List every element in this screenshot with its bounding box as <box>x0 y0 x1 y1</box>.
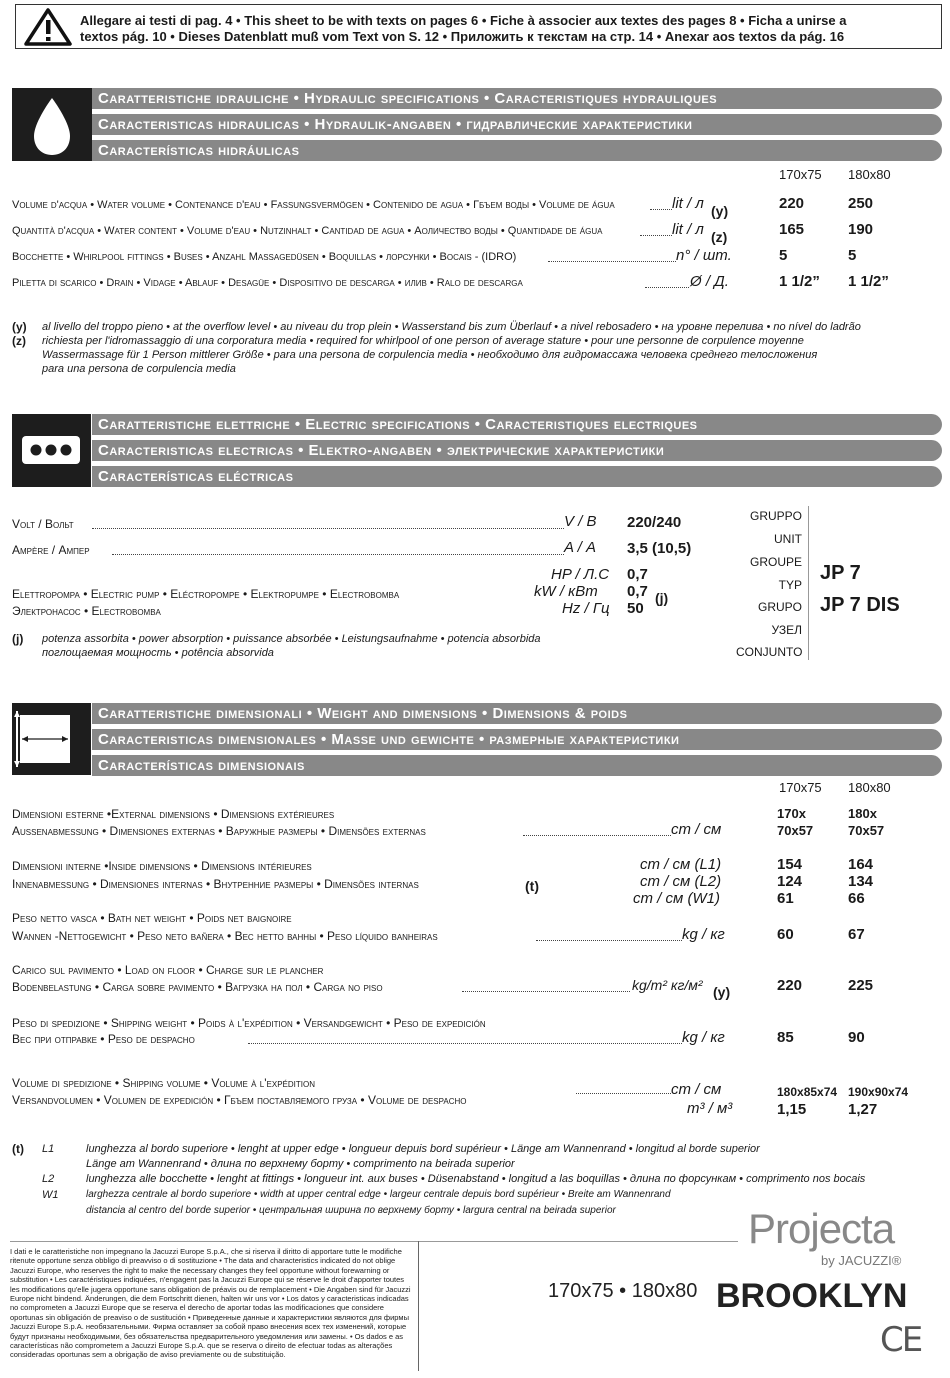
note-text: lunghezza al bordo superiore • lenght at upper edge • longueur depuis bord supérieur • Länge am Wannenrand • longitud al borde superior <box>86 1143 760 1155</box>
group-label: GRUPPO <box>749 509 802 523</box>
ext-value-170-b: 70x57 <box>777 823 814 838</box>
electric-bar-2: Caracteristicas electricas • Elektro-angaben • электрические характеристики <box>92 440 942 461</box>
kw-value: 0,7 <box>627 583 648 600</box>
shipping-volume-dims-170: 180x85x74 <box>777 1085 838 1099</box>
note-text: поглощаемая мощность • potência absorvida <box>42 647 274 659</box>
net-weight-label-2: Wannen -Nettogewicht • Peso neto bañera • Вес нетто ванны • Peso líquido banheiras <box>12 929 438 943</box>
shipping-weight-value-170: 85 <box>777 1029 794 1046</box>
pump-label-ru: Электронасос • Electrobomba <box>12 604 161 618</box>
group-label: UNIT <box>774 532 802 546</box>
shipping-volume-m3-180: 1,27 <box>848 1101 878 1118</box>
floor-load-label-2: Bodenbelastung • Carga sobre pavimento • Вагрузка на пол • Carga no piso <box>12 980 383 994</box>
internal-dims-label: Dimensioni interne •Inside dimensions • Dimensions intérieures <box>12 859 312 873</box>
shipping-volume-unit-m3: m³ / м³ <box>687 1100 733 1117</box>
hydraulic-value-180: 250 <box>848 195 874 212</box>
ampere-label: Ampère / Ампер <box>12 543 90 557</box>
shipping-volume-label-2: Versandvolumen • Volumen de expedición • Гбъем поставляемого груза • Volume de despacho <box>12 1093 467 1107</box>
hydraulic-row-unit: n° / шт. <box>676 247 732 264</box>
volt-label: Volt / Вольт <box>12 517 74 531</box>
internal-value-170: 61 <box>777 890 794 907</box>
shipping-volume-dims-180: 190x90x74 <box>848 1085 909 1099</box>
hydraulic-value-170: 5 <box>779 247 788 264</box>
ampere-unit: A / А <box>564 539 596 556</box>
hz-unit: Hz / Гц <box>562 600 610 617</box>
dot-leader <box>112 554 564 555</box>
warning-box <box>15 4 942 49</box>
group-label: TYP <box>778 578 802 592</box>
internal-value-170: 124 <box>777 873 803 890</box>
footnote-mark: (y) <box>711 203 729 219</box>
shipping-weight-label-2: Вес при отправке • Peso de despacho <box>12 1032 195 1046</box>
note-mark-y: (y) <box>12 320 27 334</box>
hydraulic-value-170: 165 <box>779 221 805 238</box>
model-name: BROOKLYN <box>716 1277 908 1315</box>
group-label: CONJUNTO <box>736 645 803 659</box>
note-text: larghezza centrale al bordo superiore • width at upper central edge • largeur centrale depuis bord supérieur • Breite am Wannenrand <box>86 1189 671 1200</box>
socket-icon <box>12 414 91 487</box>
note-code: W1 <box>42 1189 59 1201</box>
external-dims-label: Dimensioni esterne •External dimensions • Dimensions extérieures <box>12 807 335 821</box>
dot-leader <box>576 1093 671 1094</box>
internal-unit-w1: cm / см (W1) <box>633 890 720 907</box>
ext-value-170-a: 170x <box>777 806 806 821</box>
note-text: para una persona de corpulencia media <box>42 363 236 375</box>
floor-load-value-180: 225 <box>848 977 874 994</box>
hp-unit: HP / Л.С <box>551 566 610 583</box>
group-label: GRUPO <box>757 600 802 614</box>
shipping-weight-unit: kg / кг <box>682 1029 725 1046</box>
hydraulic-bar-2: Caracteristicas hidraulicas • Hydraulik-angaben • гидравлические характеристики <box>92 114 942 135</box>
electric-bar-3: Características eléctricas <box>92 466 942 487</box>
note-text: Länge am Wannenrand • длина по верхнему борту • comprimento na beirada superior <box>86 1158 515 1170</box>
group-label: GROUPE <box>749 555 802 569</box>
dot-leader <box>536 940 682 941</box>
footnote-mark: (y) <box>713 984 731 1000</box>
group-value-jp7: JP 7 <box>820 562 861 584</box>
hydraulic-row-unit: lit / л <box>672 195 704 212</box>
electric-bar-1: Caratteristiche elettriche • Electric specifications • Caracteristiques electriques <box>92 414 942 435</box>
water-drop-header <box>12 88 92 161</box>
internal-value-180: 134 <box>848 873 874 890</box>
note-text: Wassermassage für 1 Person mittlerer Größe • para una persona de corpulencia media • необходимо для гидромассажа человека среднего телосложения <box>42 349 818 361</box>
hydraulic-bar-3: Características hidráulicas <box>92 140 942 161</box>
floor-load-value-170: 220 <box>777 977 803 994</box>
dot-leader <box>640 235 672 236</box>
floor-load-label: Carico sul pavimento • Load on floor • Charge sur le plancher <box>12 963 324 977</box>
dimensions-col-180x80: 180x80 <box>848 780 891 795</box>
dot-leader <box>462 991 630 992</box>
note-mark-t: (t) <box>12 1142 24 1156</box>
hydraulic-col-170x75: 170x75 <box>779 167 822 182</box>
internal-dims-label-2: Innenabmessung • Dimensiones internas • Внутренние размеры • Dimensões internas <box>12 877 419 891</box>
hydraulic-row-unit: lit / л <box>672 221 704 238</box>
hydraulic-row-label: Bocchette • Whirlpool fittings • Buses • Anzahl Massagedüsen • Boquillas • лорсунки • Bocais - (IDRO) <box>12 251 517 263</box>
footnote-mark: (z) <box>711 229 728 245</box>
hydraulic-value-170: 1 1/2” <box>779 273 820 290</box>
footer-divider <box>10 1241 738 1242</box>
hydraulic-row-label: Quantità d'acqua • Water content • Volume d'eau • Nutzinhalt • Cantidad de agua • Аоличество воды • Quantidade de água <box>12 225 603 237</box>
dot-leader <box>548 261 676 262</box>
dot-leader <box>248 1043 682 1044</box>
group-label: УЗЕЛ <box>771 623 802 637</box>
warning-line-1: Allegare ai testi di pag. 4 • This sheet to be with texts on pages 6 • Fiche à associer aux textes des pages 8 • Ficha a unirse a <box>80 13 847 28</box>
internal-value-180: 164 <box>848 856 874 873</box>
dimensions-col-170x75: 170x75 <box>779 780 822 795</box>
note-code: L1 <box>42 1143 55 1155</box>
ce-mark: CE <box>880 1320 922 1360</box>
shipping-volume-label: Volume di spedizione • Shipping volume • Volume à l'expédition <box>12 1076 315 1090</box>
group-divider <box>808 506 809 660</box>
model-sizes: 170x75 • 180x80 <box>548 1280 698 1302</box>
legal-disclaimer: I dati e le caratteristiche non impegnano la Jacuzzi Europe S.p.A., che si riserva il diritto di apportare tutte le modifiche ritenute opportune senza obbligo di preavviso o di sostituzione • The data and characteristics indicated do not oblige Jacuzzi Europe, who reserves the right to make the necessary changes they feel opportune without forewarning or substitution • Les caractéristiques indiquées, n'engagent pas la Jacuzzi Europe qui se réserve le droit d'apporter toutes les modifications qu'elle jugera opportune sans obligation de préavis ou de remplacement • Die Angaben sind für Jacuzzi Europe nicht bindend. Änderungen, die dem Fortschritt dienen, halten wir uns vor • Los datos y caracteristicas indicadas no comprometen a Jacuzzi Europe que se reserva el derecho de aportar todas las modificaciones que considere oportunas sin obligación de preaviso o de sustitución • Приведенные данные и характеристики являются для фирмы Jacuzzi Europe S.p.A. необязательными. Фирма оставляет за собой право внесения всех тех изменений, которые будут признаны необходимыми, без обязательства предварительного уведомления или замены. • Os dados e as características não comprometem a Jacuzzi Europe S.p.A. que se reserva o direito de efectuar todas as alterações consideradas oportunas sem a obrigação de aviso previamente ou de substituição. <box>10 1247 411 1360</box>
dimensions-bar-2: Caracteristicas dimensionales • Masse und gewichte • размерные характеристики <box>92 729 942 750</box>
group-value-jp7dis: JP 7 DIS <box>820 594 900 616</box>
hydraulic-value-180: 1 1/2” <box>848 273 889 290</box>
note-text: lunghezza alle bocchette • lenght at fittings • longueur int. aux buses • Düsenabstand • longitud a las boquillas • длина по форсункам • comprimento nos bocais <box>86 1173 866 1185</box>
hydraulic-col-180x80: 180x80 <box>848 167 891 182</box>
dot-leader <box>523 835 671 836</box>
note-text: al livello del troppo pieno • at the overflow level • au niveau du trop plein • Wasserstand bis zum Überlauf • a nivel rebosadero • на уровне перелива • no nível do ladrão <box>42 321 861 333</box>
internal-value-170: 154 <box>777 856 803 873</box>
hydraulic-value-180: 190 <box>848 221 874 238</box>
electric-header <box>12 414 91 487</box>
net-weight-value-170: 60 <box>777 926 794 943</box>
warning-line-2: textos pág. 10 • Dieses Datenblatt muß vom Text von S. 12 • Приложить к текстам на стр. 14 • Anexar aos textos da pág. 16 <box>80 29 845 44</box>
note-mark-j: (j) <box>12 632 24 646</box>
hz-value: 50 <box>627 600 644 617</box>
kw-unit: kW / кВт <box>534 583 598 600</box>
hydraulic-value-170: 220 <box>779 195 805 212</box>
shipping-volume-unit-cm: cm / см <box>671 1081 722 1098</box>
water-drop-icon <box>12 88 92 161</box>
hydraulic-bar-1: Caratteristiche idrauliche • Hydraulic specifications • Caracteristiques hydrauliques <box>92 88 942 109</box>
hp-value: 0,7 <box>627 566 648 583</box>
dimensions-header <box>12 703 91 775</box>
dot-leader <box>650 209 672 210</box>
note-mark-z: (z) <box>12 334 26 348</box>
dimension-arrows-icon <box>12 703 91 775</box>
note-text: distancia al centro del borde superior • центральная ширина по верхнему борту • largura central na beirada superior <box>86 1205 616 1216</box>
brand-logo: Projecta <box>748 1205 895 1252</box>
hydraulic-row-unit: Ø / Д. <box>690 273 729 290</box>
internal-value-180: 66 <box>848 890 865 907</box>
note-text: potenza assorbita • power absorption • puissance absorbée • Leistungsaufnahme • potencia absorbida <box>42 633 541 645</box>
warning-text <box>80 13 931 45</box>
dot-leader <box>645 287 689 288</box>
pump-label: Elettropompa • Electric pump • Eléctropompe • Elektropumpe • Electrobomba <box>12 587 400 601</box>
dimensions-bar-1: Caratteristiche dimensionali • Weight and dimensions • Dimensions & poids <box>92 703 942 724</box>
hydraulic-value-180: 5 <box>848 247 857 264</box>
footnote-mark: (t) <box>525 878 539 894</box>
net-weight-value-180: 67 <box>848 926 865 943</box>
warning-triangle-icon <box>24 8 72 46</box>
volt-value: 220/240 <box>627 514 682 531</box>
external-dims-label-2: Außenabmessung • Dimensiones externas • Варужные размеры • Dimensões externas <box>12 824 426 838</box>
brand-subtitle: by JACUZZI® <box>821 1253 902 1268</box>
hydraulic-row-label: Piletta di scarico • Drain • Vidage • Ablauf • Desagüe • Dispositivo de descarga • илив • Ralo de descarga <box>12 277 523 289</box>
shipping-volume-m3-170: 1,15 <box>777 1101 807 1118</box>
hydraulic-row-label: Volume d'acqua • Water volume • Contenance d'eau • Fassungsvermögen • Contenido de agua • Гбъем воды • Volume de água <box>12 199 615 211</box>
net-weight-unit: kg / кг <box>682 926 725 943</box>
note-code: L2 <box>42 1173 55 1185</box>
internal-unit-l1: cm / см (L1) <box>640 856 722 873</box>
ext-value-180-b: 70x57 <box>848 823 885 838</box>
external-dims-unit: cm / см <box>671 821 722 838</box>
footer-vertical-divider <box>418 1241 419 1371</box>
net-weight-label: Peso netto vasca • Bath net weight • Poids net baignoire <box>12 911 292 925</box>
dimensions-bar-3: Características dimensionais <box>92 755 942 776</box>
volt-unit: V / В <box>564 513 597 530</box>
dot-leader <box>92 528 564 529</box>
note-text: richiesta per l'idromassaggio di una corporatura media • required for whirlpool of one person of average stature • pour une personne de corpulence moyenne <box>42 335 804 347</box>
shipping-weight-label: Peso di spedizione • Shipping weight • Poids à l'expédition • Versandgewicht • Peso de expedición <box>12 1016 486 1030</box>
ext-value-180-a: 180x <box>848 806 877 821</box>
footnote-mark: (j) <box>655 590 669 606</box>
internal-unit-l2: cm / см (L2) <box>640 873 722 890</box>
floor-load-unit: kg/m² кг/м² <box>632 977 703 993</box>
ampere-value: 3,5 (10,5) <box>627 540 692 557</box>
shipping-weight-value-180: 90 <box>848 1029 865 1046</box>
